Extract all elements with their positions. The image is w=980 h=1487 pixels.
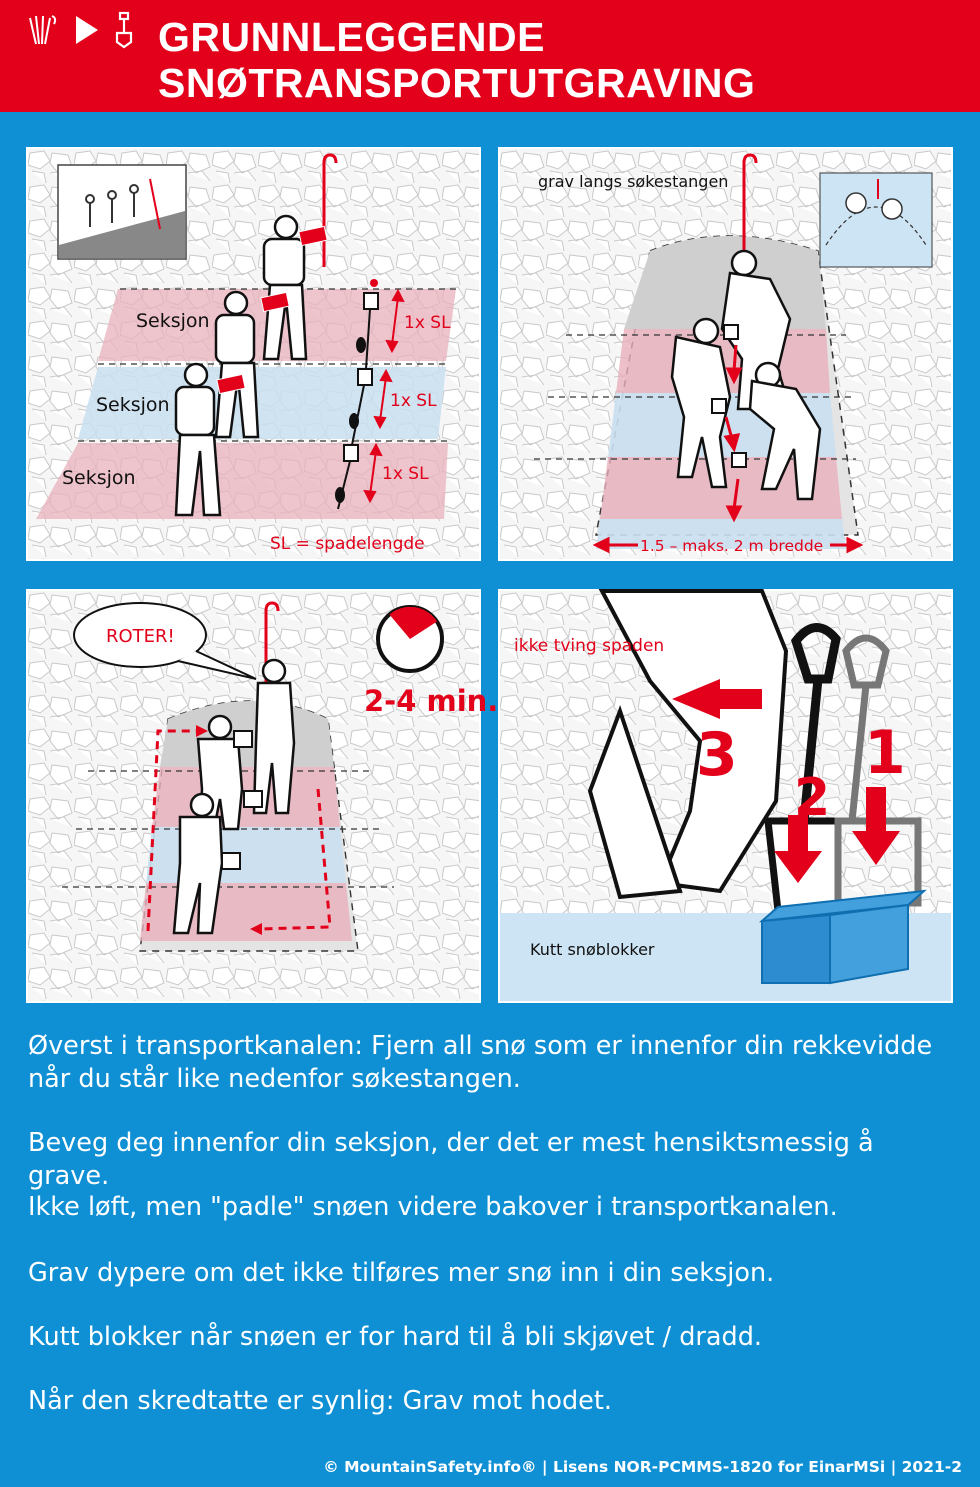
- section-label-3: Seksjon: [62, 467, 136, 489]
- instruction-1: Øverst i transportkanalen: Fjern all snø som er innenfor din rekkevidde når du står like nedenfor søkestangen.: [28, 1031, 933, 1094]
- step-3: 3: [696, 720, 738, 790]
- instruction-6: Når den skredtatte er synlig: Grav mot hodet.: [28, 1386, 612, 1416]
- instruction-4: Grav dypere om det ikke tilføres mer snø inn i din seksjon.: [28, 1258, 775, 1288]
- instruction-5: Kutt blokker når snøen er for hard til å bli skjøvet / dradd.: [28, 1322, 762, 1352]
- title-line-2: SNØTRANSPORTUTGRAVING: [158, 60, 756, 106]
- width-label: 1.5 – maks. 2 m bredde: [640, 537, 824, 555]
- step-1: 1: [864, 718, 906, 788]
- panel-rotate: [26, 589, 499, 1003]
- page-title: [158, 14, 755, 106]
- rotate-speech: ROTER!: [106, 626, 175, 647]
- instruction-2: Beveg deg innenfor din seksjon, der det er mest hensiktsmessig å grave.: [28, 1128, 874, 1191]
- section-label-1: Seksjon: [136, 310, 210, 332]
- section-label-2: Seksjon: [96, 394, 170, 416]
- avalanche-probe-icon: [26, 12, 60, 52]
- panel-cut-blocks: [498, 589, 953, 1003]
- step-2: 2: [794, 768, 831, 828]
- dig-along-caption: grav langs søkestangen: [538, 172, 729, 191]
- play-arrow-icon: [74, 14, 100, 50]
- header-icons: [26, 12, 134, 52]
- copyright-footer: © MountainSafety.info® | Lisens NOR-PCMMS-1820 for EinarMSi | 2021-2: [323, 1458, 962, 1476]
- panel-sections: [26, 147, 481, 561]
- cut-blocks-label: Kutt snøblokker: [530, 940, 655, 959]
- instruction-3: Ikke løft, men "padle" snøen videre bakover i transportkanalen.: [28, 1192, 838, 1222]
- sl-label-2: 1x SL: [390, 391, 437, 411]
- sl-label-3: 1x SL: [382, 464, 429, 484]
- header-bar: [0, 0, 980, 112]
- title-line-1: GRUNNLEGGENDE: [158, 14, 545, 60]
- panel-dig-along: [498, 147, 953, 561]
- sl-label-1: 1x SL: [404, 313, 451, 333]
- force-warning: ikke tving spaden: [514, 636, 665, 656]
- shovel-icon: [114, 11, 134, 53]
- time-label: 2-4 min.: [364, 684, 499, 718]
- sl-legend: SL = spadelengde: [270, 534, 425, 554]
